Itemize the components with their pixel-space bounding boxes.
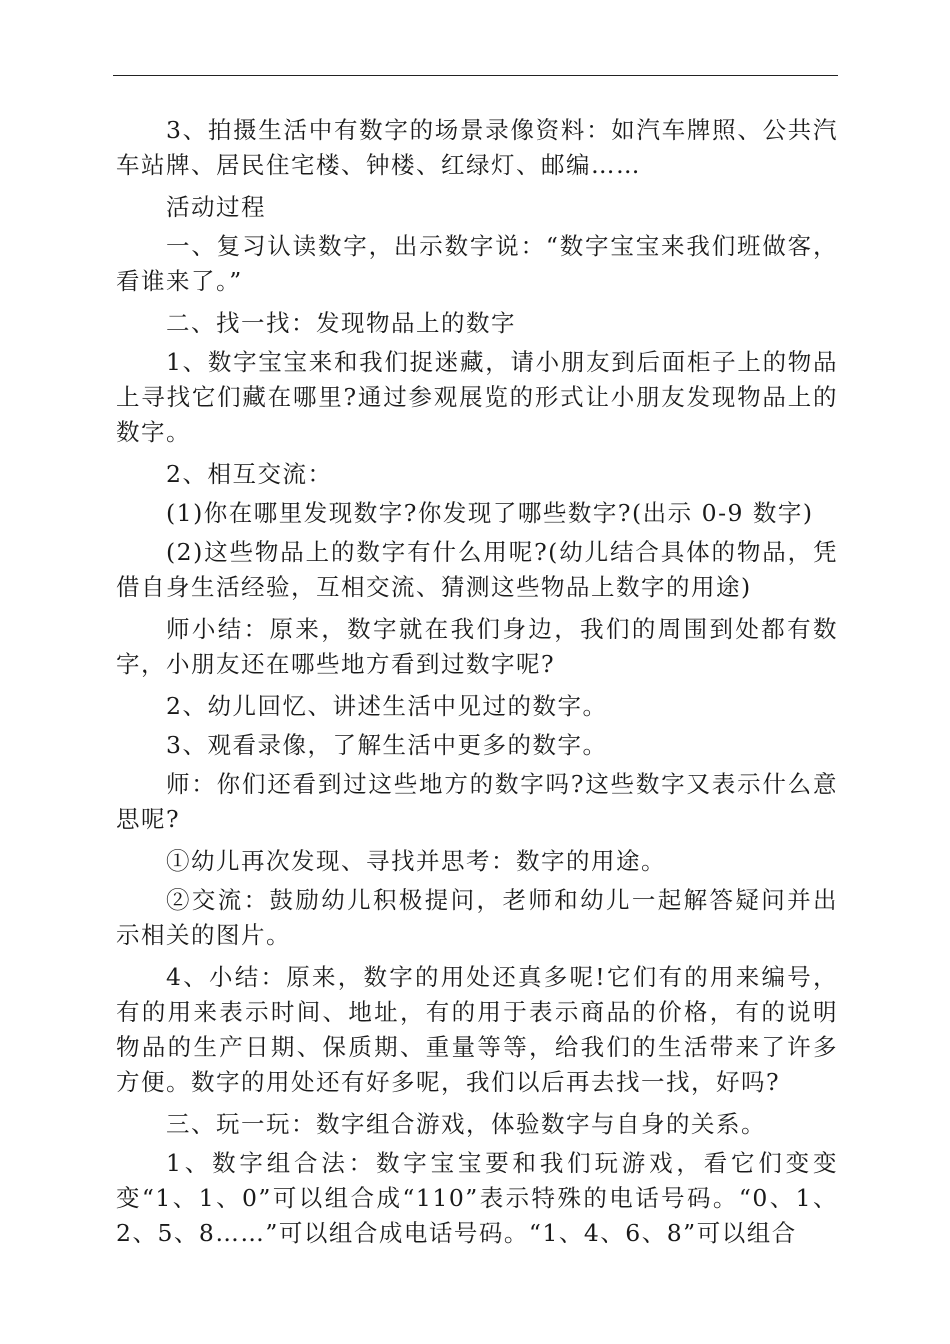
paragraph: 2、幼儿回忆、讲述生活中见过的数字。 [166,692,608,720]
paragraph: 4、小结：原来，数字的用处还真多呢!它们有的用来编号，有的用来表示时间、地址，有的用于表示商品的价格，有的说明物品的生产日期、保质期、重量等等，给我们的生活带来了许多方便。数字的用处还有好多呢，我们以后再去找一找，好吗? [116,963,838,1096]
paragraph: 师小结：原来，数字就在我们身边，我们的周围到处都有数字，小朋友还在哪些地方看到过数字呢? [116,615,838,678]
paragraph: 一、复习认读数字，出示数字说：“数字宝宝来我们班做客，看谁来了。” [116,232,838,295]
paragraph: 1、数字组合法：数字宝宝要和我们玩游戏，看它们变变变“1、1、0”可以组合成“110”表示特殊的电话号码。“0、1、2、5、8……”可以组合成电话号码。“1、4、6、8”可以组合 [116,1149,838,1247]
section-heading: 三、玩一玩：数字组合游戏，体验数字与自身的关系。 [166,1110,766,1138]
paragraph: 师：你们还看到过这些地方的数字吗?这些数字又表示什么意思呢? [116,770,838,833]
paragraph: 2、相互交流： [166,460,333,488]
paragraph: ②交流：鼓励幼儿积极提问，老师和幼儿一起解答疑问并出示相关的图片。 [116,886,838,949]
paragraph: 3、拍摄生活中有数字的场景录像资料：如汽车牌照、公共汽车站牌、居民住宅楼、钟楼、红绿灯、邮编…… [116,116,838,179]
header-rule [113,75,838,76]
paragraph: ①幼儿再次发现、寻找并思考：数字的用途。 [166,847,666,875]
paragraph: (1)你在哪里发现数字?你发现了哪些数字?(出示 0-9 数字) [166,499,814,527]
paragraph: 3、观看录像，了解生活中更多的数字。 [166,731,608,759]
document-body [116,113,838,1258]
paragraph: (2)这些物品上的数字有什么用呢?(幼儿结合具体的物品，凭借自身生活经验，互相交流、猜测这些物品上数字的用途) [116,538,838,601]
paragraph: 1、数字宝宝来和我们捉迷藏，请小朋友到后面柜子上的物品上寻找它们藏在哪里?通过参观展览的形式让小朋友发现物品上的数字。 [116,348,838,446]
section-heading: 活动过程 [166,193,266,221]
section-heading: 二、找一找：发现物品上的数字 [166,309,516,337]
